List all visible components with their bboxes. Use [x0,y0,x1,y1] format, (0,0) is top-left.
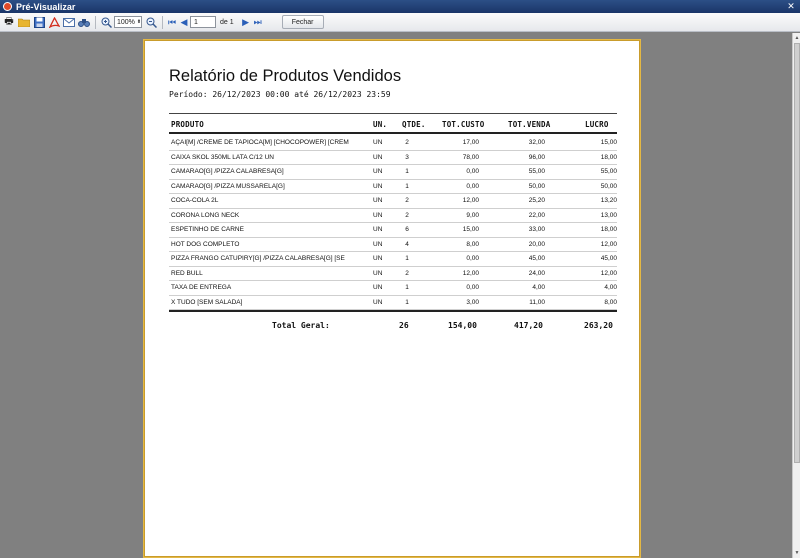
cell-custo: 8,00 [466,240,479,248]
cell-un: UN [373,153,383,161]
cell-venda: 4,00 [532,284,545,291]
cell-un: UN [373,226,383,233]
cell-custo: 0,00 [466,182,479,190]
printer-icon[interactable]: 🖶 [4,16,14,27]
page-number-input[interactable]: 1 [190,16,216,28]
cell-un: UN [373,255,383,262]
table-row [169,209,617,224]
cell-custo: 0,00 [466,168,479,175]
cell-qtde: 1 [405,284,409,291]
table-row [169,165,617,180]
table-row [169,194,617,209]
cell-un: UN [373,269,383,277]
zoom-value: 100% [117,18,135,26]
cell-custo: 78,00 [462,153,479,161]
cell-produto: CAMARÃO[G] /PIZZA MUSSARELA[G] [171,182,285,190]
cell-venda: 20,00 [528,240,545,248]
total-label: Total Geral: [272,321,330,330]
col-header-produto: PRODUTO [171,120,205,129]
cell-qtde: 1 [405,255,409,262]
zoom-select[interactable] [114,16,142,28]
table-row [169,223,617,238]
window-title: Pré-Visualizar [16,1,76,12]
col-header-tot-venda: TOT.VENDA [508,120,551,129]
cell-qtde: 6 [405,226,409,233]
cell-qtde: 1 [405,168,409,175]
cell-qtde: 1 [405,298,409,306]
cell-produto: CORONA LONG NECK [171,211,240,219]
cell-un: UN [373,168,383,175]
previous-page-icon[interactable]: ◀ [180,16,188,27]
cell-lucro: 18,00 [600,153,617,161]
cell-un: UN [373,298,383,306]
preview-toolbar [0,13,800,32]
cell-lucro: 50,00 [600,182,617,190]
total-qtde: 26 [399,321,409,330]
header-rule-bottom [169,132,617,134]
cell-produto: RED BULL [171,269,203,277]
cell-produto: AÇAI[M] /CREME DE TAPIOCA[M] [CHOCOPOWER] [CREM [171,139,349,146]
save-icon[interactable] [32,15,46,29]
cell-un: UN [373,139,383,146]
pdf-icon[interactable] [47,15,61,29]
toolbar-separator [162,16,163,29]
total-lucro: 263,20 [584,321,613,330]
first-page-icon[interactable]: ⏮ [167,16,177,27]
cell-custo: 3,00 [466,298,479,306]
cell-qtde: 2 [405,269,409,277]
scrollbar-thumb[interactable] [794,43,800,463]
col-header-lucro: LUCRO [585,120,609,129]
app-icon [3,2,12,11]
vertical-scrollbar[interactable] [792,33,800,558]
toolbar-separator [95,16,96,29]
cell-qtde: 1 [405,182,409,190]
table-row [169,238,617,253]
cell-qtde: 3 [405,153,409,161]
cell-venda: 33,00 [528,226,545,233]
cell-venda: 50,00 [528,182,545,190]
cell-produto: TAXA DE ENTREGA [171,284,232,291]
cell-custo: 12,00 [462,197,479,204]
cell-venda: 11,00 [529,298,545,306]
cell-venda: 25,20 [528,197,545,204]
scroll-up-icon[interactable]: ▲ [794,35,800,41]
cell-venda: 32,00 [528,139,545,146]
cell-lucro: 12,00 [600,240,617,248]
cell-produto: COCA-COLA 2L [171,197,219,204]
cell-lucro: 18,00 [600,226,617,233]
cell-qtde: 2 [405,197,409,204]
close-button[interactable]: Fechar [282,15,324,29]
cell-venda: 55,00 [528,168,545,175]
table-row [169,151,617,166]
cell-lucro: 8,00 [604,298,617,306]
window-title-bar [0,0,800,13]
cell-produto: ESPETINHO DE CARNE [171,226,244,233]
cell-custo: 12,00 [462,269,479,277]
zoom-spin-icon[interactable]: ⬍ [136,19,142,25]
cell-un: UN [373,284,383,291]
cell-qtde: 4 [405,240,409,248]
zoom-out-icon[interactable] [144,15,158,29]
cell-produto: X TUDO [SEM SALADA] [171,298,243,306]
report-period: Período: 26/12/2023 00:00 até 26/12/2023 23:59 [169,90,391,99]
cell-venda: 96,00 [528,153,545,161]
cell-custo: 0,00 [466,255,479,262]
table-row [169,252,617,267]
email-icon[interactable] [62,15,76,29]
cell-custo: 9,00 [466,211,479,219]
cell-lucro: 45,00 [600,255,617,262]
page-count-label: de 1 [220,18,234,26]
cell-un: UN [373,182,383,190]
window-close-button[interactable]: ✕ [787,1,795,11]
cell-produto: HOT DOG COMPLETO [171,240,240,248]
cell-venda: 45,00 [528,255,545,262]
find-icon[interactable] [77,15,91,29]
cell-un: UN [373,240,383,248]
open-folder-icon[interactable] [17,15,31,29]
col-header-un: UN. [373,120,388,129]
cell-produto: PIZZA FRANGO CATUPIRY[G] /PIZZA CALABRESA[G] [SE [171,255,345,262]
cell-lucro: 55,00 [600,168,617,175]
zoom-in-icon[interactable] [99,15,113,29]
cell-un: UN [373,197,383,204]
header-rule-top [169,113,617,114]
cell-qtde: 2 [405,139,409,146]
scroll-down-icon[interactable]: ▼ [794,550,800,556]
col-header-tot-custo: TOT.CUSTO [442,120,485,129]
col-header-qtde: QTDE. [402,120,426,129]
last-page-icon[interactable]: ⏭ [253,16,262,27]
cell-produto: CAIXA SKOL 350ML LATA C/12 UN [171,153,274,161]
cell-custo: 0,00 [466,284,479,291]
rows-end-rule [169,310,617,312]
cell-un: UN [373,211,383,219]
next-page-icon[interactable]: ▶ [242,16,250,27]
table-row [169,267,617,282]
cell-lucro: 13,20 [600,197,617,204]
cell-venda: 24,00 [528,269,545,277]
table-row [169,281,617,296]
table-row [169,136,617,151]
table-row [169,296,617,311]
total-venda: 417,20 [514,321,543,330]
cell-lucro: 13,00 [600,211,617,219]
cell-produto: CAMARÃO[G] /PIZZA CALABRESA[G] [171,168,284,175]
report-page [143,39,641,558]
cell-lucro: 12,00 [600,269,617,277]
cell-venda: 22,00 [528,211,545,219]
cell-lucro: 4,00 [604,284,617,291]
report-title: Relatório de Produtos Vendidos [169,67,402,85]
cell-custo: 15,00 [462,226,479,233]
cell-custo: 17,00 [462,139,479,146]
cell-lucro: 15,00 [600,139,617,146]
table-row [169,180,617,195]
cell-qtde: 2 [405,211,409,219]
total-custo: 154,00 [448,321,477,330]
